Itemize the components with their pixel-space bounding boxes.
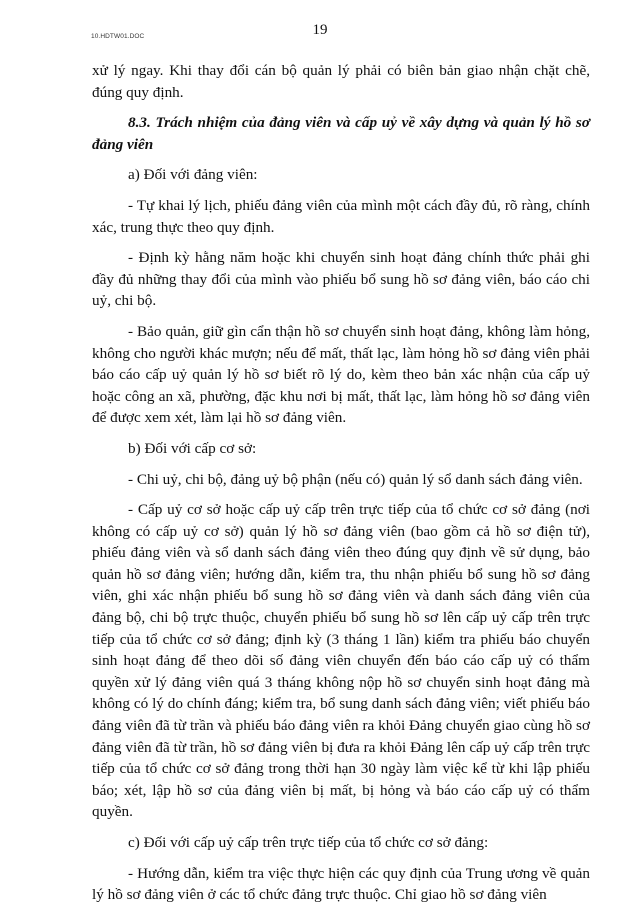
subsection-b-label: b) Đối với cấp cơ sở: [128,439,257,457]
subsection-a-label: a) Đối với đảng viên: [128,166,258,184]
paragraph: - Cấp uỷ cơ sở hoặc cấp uỷ cấp trên trực tiếp của tổ chức cơ sở đảng (nơi không có cấp uỷ cơ sở) quản lý hồ sơ đảng viên (bao gồm cả hồ sơ điện tử), phiếu đảng viên và sổ danh sách đảng viên theo đúng quy định về sử dụng, bảo quản hồ sơ đảng viên; hướng dẫn, kiểm tra, thu nhận phiếu bổ sung hồ sơ đảng viên, ghi xác nhận phiếu bổ sung hồ sơ đảng viên và danh sách đảng viên của đảng bộ, chi bộ trực thuộc, chuyển phiếu bổ sung hồ sơ lên cấp uỷ cấp trên trực tiếp của tổ chức cơ sở đảng; định kỳ (3 tháng 1 lần) kiểm tra phiếu báo chuyển sinh hoạt đảng để theo dõi số đảng viên chuyển đến báo cáo cấp uỷ có thẩm quyền xử lý đảng viên quá 3 tháng không nộp hồ sơ chuyển sinh hoạt đảng mà không có lý do chính đáng; kiểm tra, bổ sung danh sách đảng viên; viết phiếu báo đảng viên đã từ trần và phiếu báo đảng viên ra khỏi Đảng chuyển giao cùng hồ sơ đảng viên đã từ trần, hồ sơ đảng viên bị đưa ra khỏi Đảng lên cấp uỷ cấp trên trực tiếp của tổ chức cơ sở đảng trong thời hạn 30 ngày làm việc kể từ khi lập phiếu báo; xét, lập hồ sơ của đảng viên bị mất, bị hỏng và báo cáo cấp uỷ có thẩm quyền. [92,501,590,821]
paragraph: - Tự khai lý lịch, phiếu đảng viên của mình một cách đầy đủ, rõ ràng, chính xác, trung thực theo quy định. [92,196,590,236]
paragraph: - Định kỳ hằng năm hoặc khi chuyển sinh hoạt đảng chính thức phải ghi đầy đủ những thay đổi của mình vào phiếu bổ sung hồ sơ đảng viên, báo cáo chi uỷ, chi bộ. [92,249,590,310]
subsection-c-label: c) Đối với cấp uỷ cấp trên trực tiếp của tổ chức cơ sở đảng: [128,834,489,851]
section-heading: 8.3. Trách nhiệm của đảng viên và cấp uỷ về xây dựng và quản lý hồ sơ đảng viên [92,114,590,153]
document-body [92,60,590,915]
paragraph: - Chi uỷ, chi bộ, đảng uỷ bộ phận (nếu có) quản lý sổ danh sách đảng viên. [128,470,583,488]
page-number: 19 [312,22,328,38]
paragraph: - Hướng dẫn, kiểm tra việc thực hiện các quy định của Trung ương về quản lý hồ sơ đảng viên ở các tổ chức đảng trực thuộc. Chỉ giao hồ sơ đảng viên [92,864,590,904]
file-label: 10.HDTW01.DOC [91,33,145,40]
paragraph: - Bảo quản, giữ gìn cẩn thận hồ sơ chuyển sinh hoạt đảng, không làm hỏng, không cho người khác mượn; nếu để mất, thất lạc, làm hỏng hồ sơ đảng viên phải báo cáo cấp uỷ quản lý hồ sơ biết rõ lý do, kèm theo bản xác nhận của cấp uỷ hoặc công an xã, phường, đặc khu nơi bị mất, thất lạc, làm hỏng hồ sơ đảng viên để được xem xét, làm lại hồ sơ đảng viên. [92,322,590,427]
paragraph-continuation: xử lý ngay. Khi thay đổi cán bộ quản lý phải có biên bản giao nhận chặt chẽ, đúng quy định. [92,62,590,101]
